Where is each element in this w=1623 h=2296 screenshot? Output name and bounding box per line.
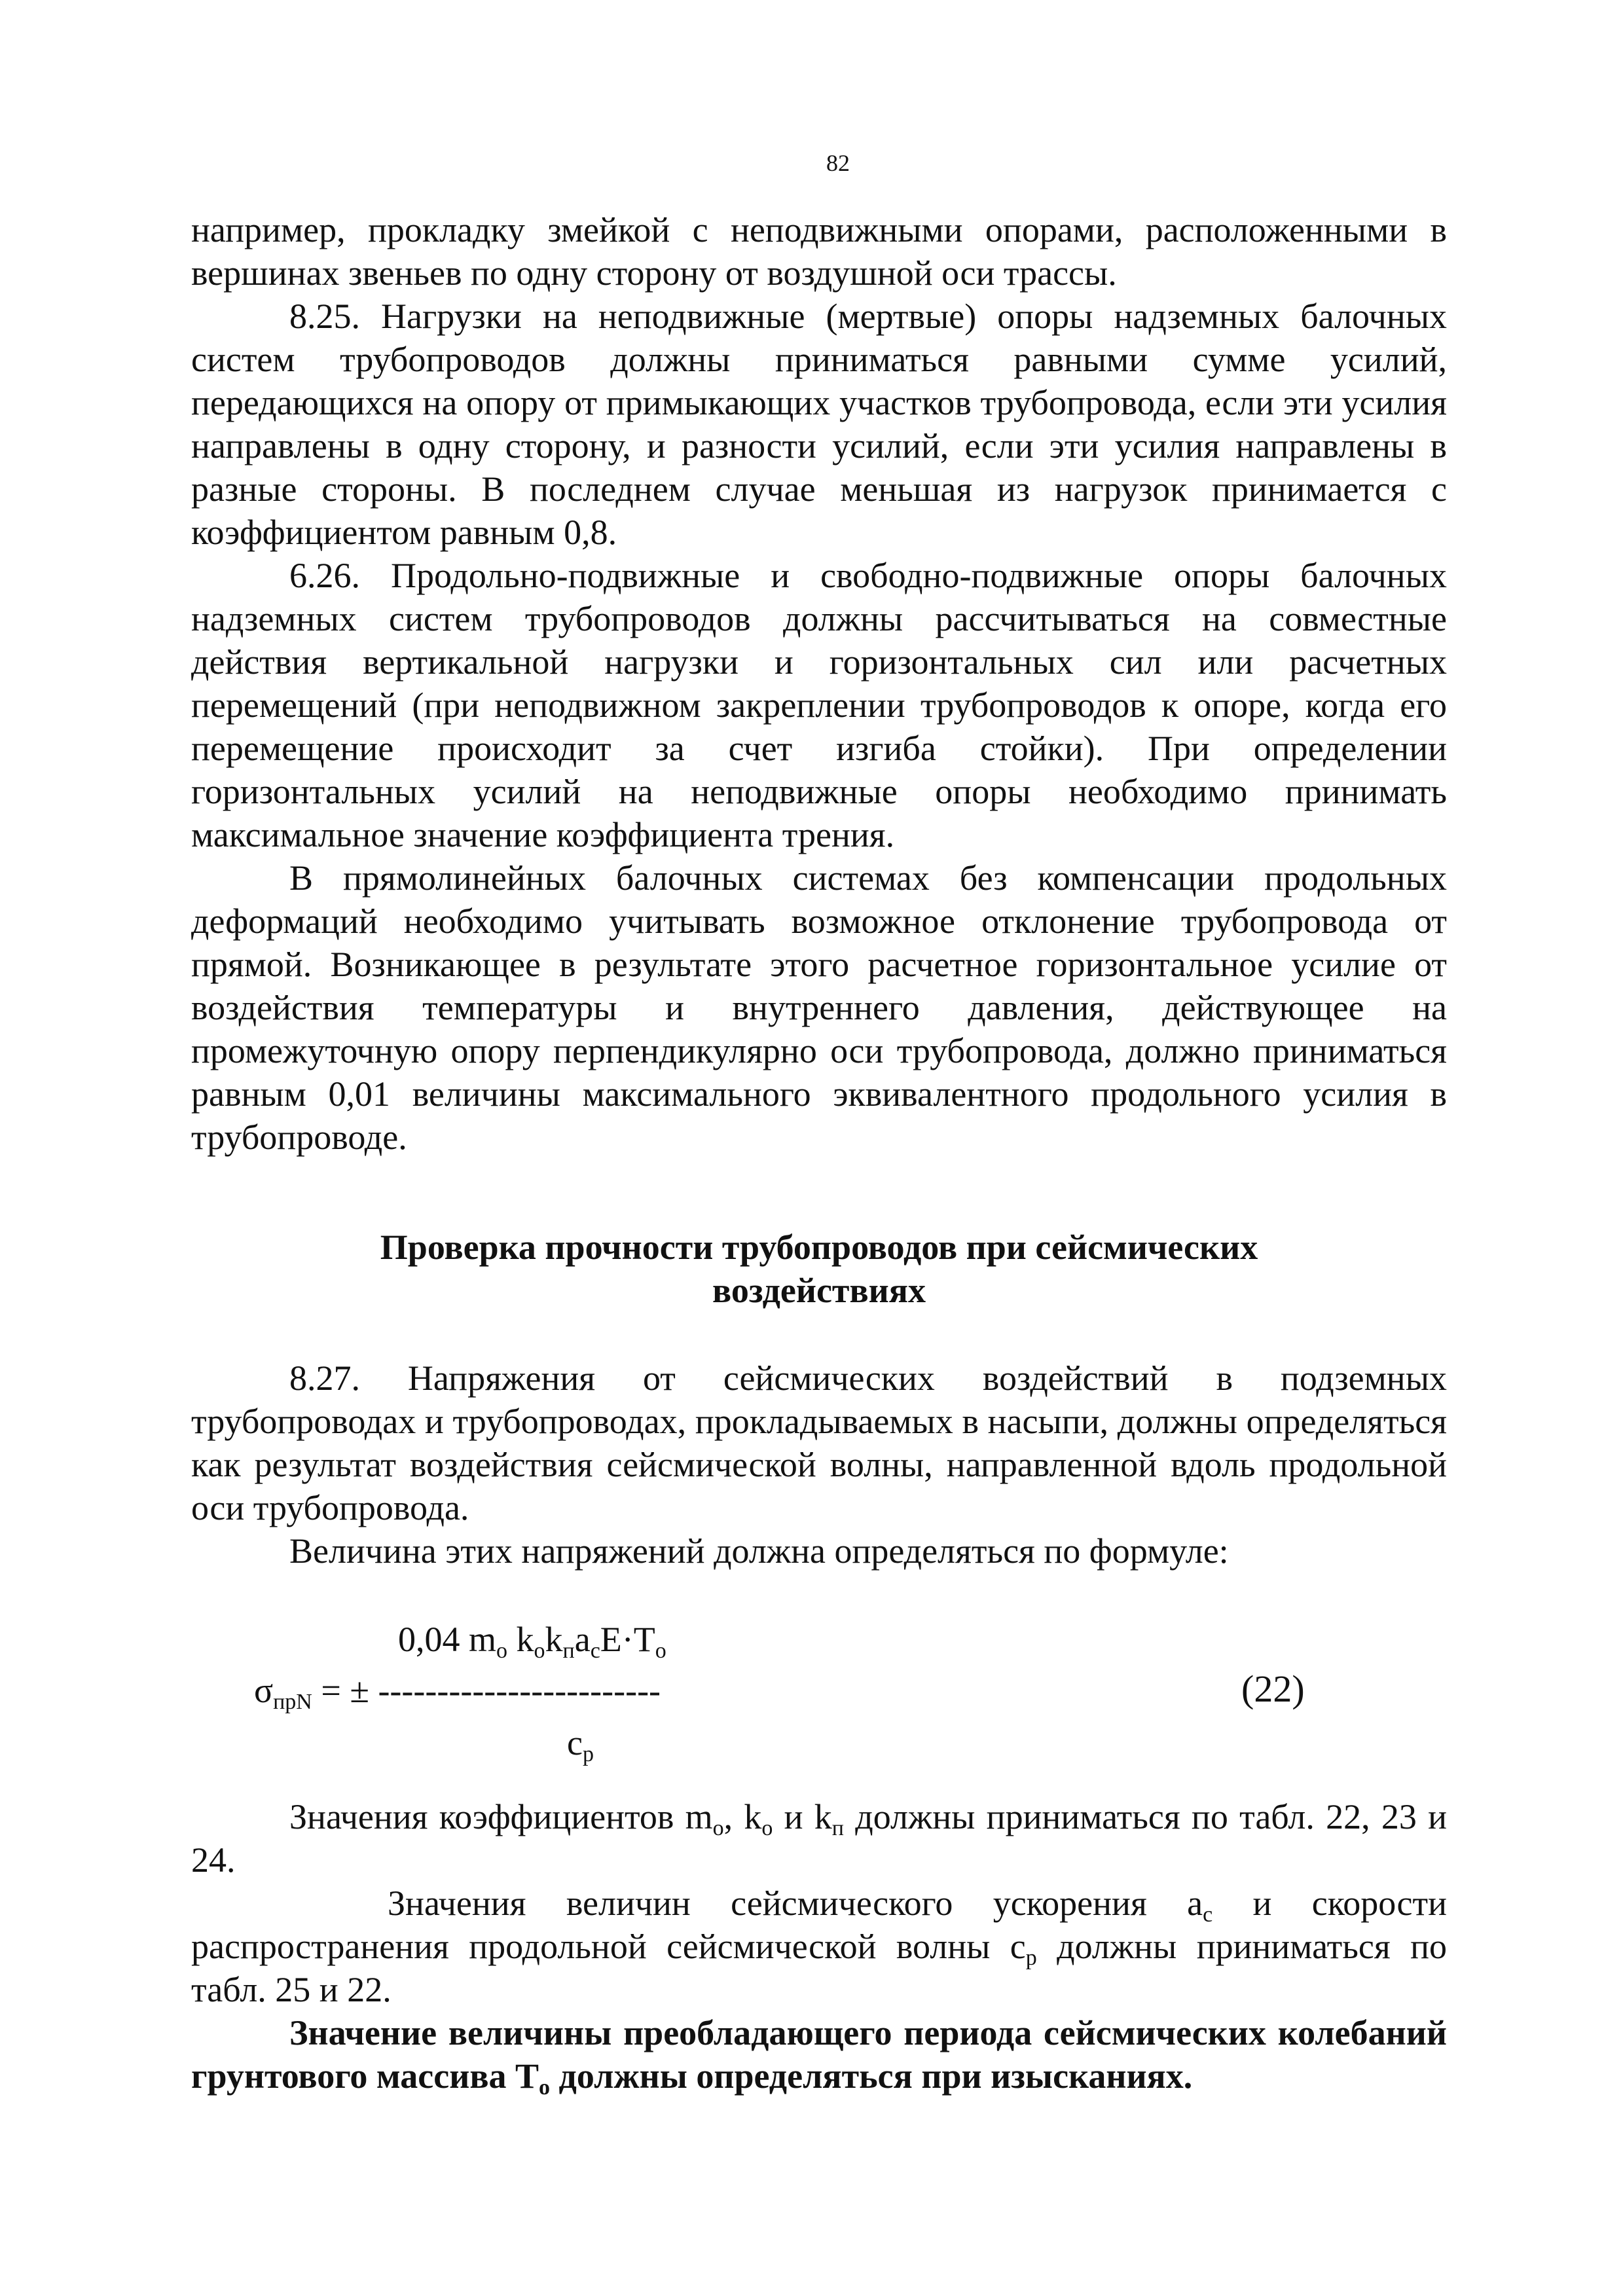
page-number: 82 <box>826 150 850 176</box>
paragraph-coefficients: Значения коэффициентов $m_o$, $k_o$ и $k_п$ должны приниматься по табл. 22, 23 и 24. <box>191 1797 1448 1880</box>
fraction-bar: ------------------------ <box>378 1671 661 1710</box>
paragraph-8-27: 8.27. Напряжения от сейсмических воздействий в подземных трубопроводах и трубопроводах, прокладываемых в насыпи, должны определяться как результат воздействия сейсмической волны, направленной вдоль продольной оси трубопровода. <box>191 1358 1447 1527</box>
formula-number: (22) <box>1241 1667 1305 1710</box>
paragraph-period: Значение величины преобладающего периода сейсмических колебаний грунтового массива $T_o$ должны определяться при изысканиях. <box>191 2013 1447 2100</box>
section-b <box>191 1357 1447 1573</box>
paragraph-formula-intro: Величина этих напряжений должна определяться по формуле: <box>289 1531 1229 1571</box>
formula-numerator: 0,04 $m_o$ $k_ok_пa_cE\cdot T_o$ <box>398 1620 666 1663</box>
section-a <box>191 208 1447 1159</box>
paragraph-straight-systems: В прямолинейных балочных системах без компенсации продольных деформаций необходимо учитывать возможное отклонение трубопровода от прямой. Возникающее в результате этого расчетное горизонтальное усилие от воздействия температуры и внутреннего давления, действующее на промежуточную опору перпендикулярно оси трубопровода, должно приниматься равным 0,01 величины максимального эквивалентного продольного усилия в трубопроводе. <box>191 858 1447 1157</box>
paragraph-6-26: 6.26. Продольно-подвижные и свободно-подвижные опоры балочных надземных систем трубопроводов должны рассчитываться на совместные действия вертикальной нагрузки и горизонтальных сил или расчетных перемещений (при неподвижном закреплении трубопроводов к опоре, когда его перемещение происходит за счет изгиба стойки). При определении горизонтальных усилий на неподвижные опоры необходимо принимать максимальное значение коэффициента трения. <box>191 556 1447 854</box>
formula-main-line: $\sigma_{прN}$ = ± ------------------------ <box>254 1671 661 1714</box>
sigma-symbol: σ <box>254 1671 274 1710</box>
paragraph-continued: например, прокладку змейкой с неподвижными опорами, расположенными в вершинах звеньев по одну сторону от воздушной оси трассы. <box>191 210 1447 293</box>
heading-line-2: воздействиях <box>712 1271 926 1310</box>
section-c <box>191 1795 1447 2098</box>
paragraph-8-25: 8.25. Нагрузки на неподвижные (мертвые) опоры надземных балочных систем трубопроводов должны приниматься равными сумме усилий, передающихся на опору от примыкающих участков трубопровода, если эти усилия направлены в одну сторону, и разности усилий, если эти усилия направлены в разные стороны. В последнем случае меньшая из нагрузок принимается с коэффициентом равным 0,8. <box>191 297 1447 552</box>
formula-denominator: $c_p$ <box>567 1723 594 1766</box>
heading-line-1: Проверка прочности трубопроводов при сейсмических <box>380 1228 1258 1267</box>
paragraph-acceleration: Значения величин сейсмического ускорения $a_c$ и скорости распространения продольной сейсмической волны $c_p$ должны приниматься по табл. 25 и 22. <box>191 1884 1447 2009</box>
section-heading <box>191 1226 1447 1312</box>
